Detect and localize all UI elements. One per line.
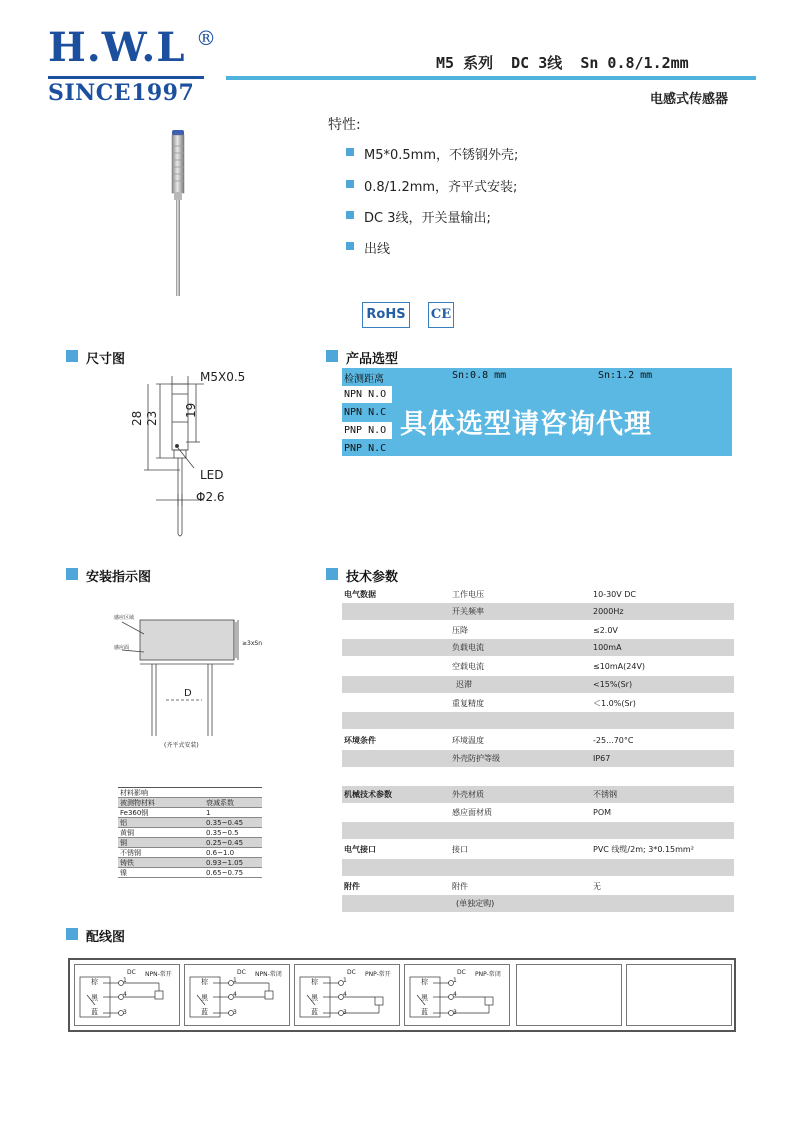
selection-row-label: NPN N.O — [342, 386, 392, 403]
material-title: 材料影响 — [120, 789, 148, 797]
install-sensing-area: 感应区域 — [114, 615, 135, 621]
wiring-schematic-icon — [75, 965, 181, 1027]
tech-value: PVC 线缆/2m; 3*0.15mm² — [593, 845, 694, 854]
selection-header-row — [342, 368, 732, 386]
material-factor: 0.93~1.05 — [206, 859, 244, 867]
wire-black-label: 黑 — [91, 994, 98, 1002]
rohs-badge: RoHS — [362, 302, 410, 328]
tech-group: 环境条件 — [344, 736, 376, 745]
install-sensing-face: 感应面 — [114, 645, 130, 651]
material-name: 黄铜 — [120, 829, 134, 837]
material-row — [118, 828, 262, 838]
tech-value: POM — [593, 808, 612, 817]
wire-black-label: 黑 — [201, 994, 208, 1002]
section-tech: 技术参数 — [326, 566, 398, 585]
wire-blue-label: 蓝 — [421, 1008, 428, 1016]
tech-value: IP67 — [593, 754, 611, 763]
bullet-icon — [346, 180, 354, 188]
material-table — [118, 787, 262, 878]
wire-pin-number: 1 — [453, 977, 457, 984]
material-factor: 1 — [206, 809, 211, 817]
page-title: M5 系列 DC 3线 Sn 0.8/1.2mm — [436, 54, 689, 72]
feature-item — [364, 207, 491, 226]
tech-value: 无 — [593, 882, 601, 891]
tech-name: 压降 — [452, 626, 468, 635]
tech-name: 开关频率 — [452, 607, 484, 616]
tech-row — [342, 586, 734, 603]
tech-value: ≤10mA(24V) — [593, 662, 646, 671]
install-caption: (齐平式安装) — [164, 742, 199, 749]
wire-brown-label: 棕 — [421, 978, 428, 986]
material-row — [118, 808, 262, 818]
section-wiring: 配线图 — [66, 926, 125, 945]
selection-row-label: PNP N.C — [344, 443, 387, 454]
tech-row — [342, 895, 734, 912]
tech-row — [342, 695, 734, 712]
material-factor: 0.35~0.45 — [206, 819, 244, 827]
wire-black-label: 黑 — [311, 994, 318, 1002]
bullet-icon — [346, 211, 354, 219]
feature-text: 出线 — [364, 242, 391, 257]
wiring-cell-empty — [626, 964, 732, 1026]
tech-name: 重复精度 — [452, 699, 484, 708]
tech-row — [342, 676, 734, 693]
bullet-icon — [346, 148, 354, 156]
material-header-row — [118, 798, 262, 808]
tech-row — [342, 841, 734, 858]
material-factor: 0.6~1.0 — [206, 849, 235, 857]
tech-name: (单独定购) — [456, 899, 495, 908]
wire-pin-number: 4 — [233, 991, 237, 998]
wiring-cell-empty — [516, 964, 622, 1026]
wiring-dc-label: DC — [347, 969, 356, 976]
wiring-dc-label: DC — [457, 969, 466, 976]
feature-item — [364, 144, 518, 163]
wiring-panel — [68, 958, 736, 1032]
tech-name: 工作电压 — [452, 590, 484, 599]
wire-pin-number: 1 — [233, 977, 237, 984]
install-diagram — [110, 612, 280, 746]
wiring-type-label: PNP-常闭 — [475, 971, 501, 978]
wire-black-label: 黑 — [421, 994, 428, 1002]
wire-pin-number: 3 — [233, 1009, 237, 1016]
material-row — [118, 838, 262, 848]
section-selection: 产品选型 — [326, 348, 398, 367]
tech-row — [342, 732, 734, 749]
wire-pin-number: 1 — [123, 977, 127, 984]
material-name: 铜 — [120, 839, 127, 847]
tech-row — [342, 768, 734, 785]
wiring-schematic-icon — [405, 965, 511, 1027]
tech-value: 不锈钢 — [593, 790, 617, 799]
selection-row — [342, 440, 732, 458]
wire-pin-number: 4 — [453, 991, 457, 998]
material-factor: 0.35~0.5 — [206, 829, 239, 837]
tech-row — [342, 878, 734, 895]
tech-row — [342, 786, 734, 803]
tech-row — [342, 622, 734, 639]
dim-thread-length: 19 — [184, 402, 198, 418]
tech-value: ≤2.0V — [593, 626, 618, 635]
dim-total-length: 28 — [130, 410, 144, 426]
wiring-schematic-icon — [295, 965, 401, 1027]
selection-overlay-text: 具体选型请咨询代理 — [400, 409, 652, 440]
feature-text: DC 3线，开关量输出; — [364, 211, 491, 226]
tech-row — [342, 603, 734, 620]
tech-group: 附件 — [344, 882, 360, 891]
selection-header-cell: Sn:0.8 mm — [452, 370, 507, 381]
tech-value: 100mA — [593, 643, 622, 652]
material-name: Fe360钢 — [120, 809, 149, 817]
wire-brown-label: 棕 — [91, 978, 98, 986]
wiring-cell-pnp-nc — [404, 964, 510, 1026]
registered-mark: ® — [196, 26, 216, 50]
tech-value: ＜1.0%(Sr) — [593, 699, 636, 708]
dim-body-length: 23 — [145, 410, 159, 426]
tech-value: 10-30V DC — [593, 590, 637, 599]
material-name: 铸铁 — [120, 859, 134, 867]
logo-divider — [48, 76, 204, 79]
tech-name: 感应面材质 — [452, 808, 492, 817]
wiring-type-label: NPN-常闭 — [255, 971, 282, 978]
material-factor: 0.65~0.75 — [206, 869, 244, 877]
material-name: 不锈钢 — [120, 849, 141, 857]
material-row — [118, 848, 262, 858]
material-name: 铝 — [120, 819, 127, 827]
logo-text: H.W.L — [48, 24, 186, 71]
feature-text: 0.8/1.2mm，齐平式安装; — [364, 180, 518, 195]
material-row — [118, 818, 262, 828]
dimension-drawing — [120, 366, 270, 546]
feature-item — [364, 238, 390, 257]
tech-group: 机械技术参数 — [344, 790, 392, 799]
dim-thread-label: M5X0.5 — [200, 370, 246, 384]
wire-pin-number: 3 — [123, 1009, 127, 1016]
tech-row — [342, 822, 734, 839]
wire-brown-label: 棕 — [311, 978, 318, 986]
dim-led-label: LED — [200, 468, 224, 482]
tech-name: 空载电流 — [452, 662, 484, 671]
header-rule — [226, 76, 756, 80]
wiring-cell-npn-no — [74, 964, 180, 1026]
wire-pin-number: 3 — [453, 1009, 457, 1016]
tech-group: 电气数据 — [344, 590, 376, 599]
wire-blue-label: 蓝 — [311, 1008, 318, 1016]
wiring-type-label: NPN-常开 — [145, 971, 172, 978]
wire-brown-label: 棕 — [201, 978, 208, 986]
material-row — [118, 858, 262, 868]
tech-name: 迟滞 — [456, 680, 472, 689]
wiring-dc-label: DC — [127, 969, 136, 976]
tech-name: 外壳材质 — [452, 790, 484, 799]
tech-name: 接口 — [452, 845, 468, 854]
tech-row — [342, 712, 734, 729]
ce-badge: CE — [428, 302, 454, 328]
features-title: 特性: — [328, 117, 361, 133]
sensor-product-image — [160, 126, 200, 298]
feature-item — [364, 176, 517, 195]
section-install: 安装指示图 — [66, 566, 151, 585]
material-header-cell: 衰减系数 — [206, 799, 234, 807]
tech-row — [342, 750, 734, 767]
tech-row — [342, 859, 734, 876]
material-title-row — [118, 788, 262, 798]
material-header-cell: 被测物材料 — [120, 799, 155, 807]
logo-since: SINCE1997 — [48, 80, 195, 106]
wire-blue-label: 蓝 — [201, 1008, 208, 1016]
tech-value: 2000Hz — [593, 607, 624, 616]
install-d-label: D — [184, 688, 192, 699]
tech-group: 电气接口 — [344, 845, 376, 854]
selection-row-label: PNP N.O — [342, 422, 392, 439]
section-dimension: 尺寸图 — [66, 348, 125, 367]
wiring-type-label: PNP-常开 — [365, 971, 391, 978]
tech-name: 环境温度 — [452, 736, 484, 745]
tech-row — [342, 639, 734, 656]
wiring-dc-label: DC — [237, 969, 246, 976]
selection-row-label: NPN N.C — [344, 407, 387, 418]
feature-text: M5*0.5mm，不锈钢外壳; — [364, 148, 519, 163]
page-subtitle: 电感式传感器 — [650, 92, 729, 107]
dim-cable-label: Φ2.6 — [196, 490, 225, 504]
wire-pin-number: 4 — [343, 991, 347, 998]
material-row — [118, 868, 262, 878]
selection-header-cell: Sn:1.2 mm — [598, 370, 653, 381]
wire-pin-number: 4 — [123, 991, 127, 998]
bullet-icon — [346, 242, 354, 250]
tech-row — [342, 804, 734, 821]
tech-name: 附件 — [452, 882, 468, 891]
install-gap-label: ≥3xSn — [242, 640, 263, 647]
tech-value: <15%(Sr) — [593, 680, 633, 689]
wiring-cell-pnp-no — [294, 964, 400, 1026]
material-factor: 0.25~0.45 — [206, 839, 244, 847]
wiring-schematic-icon — [185, 965, 291, 1027]
wire-pin-number: 1 — [343, 977, 347, 984]
tech-value: -25...70°C — [593, 736, 634, 745]
tech-name: 负载电流 — [452, 643, 484, 652]
wiring-cell-npn-nc — [184, 964, 290, 1026]
material-name: 镍 — [120, 869, 127, 877]
tech-name: 外壳防护等级 — [452, 754, 500, 763]
selection-header-cell: 检测距离 — [344, 374, 384, 385]
tech-row — [342, 658, 734, 675]
wire-blue-label: 蓝 — [91, 1008, 98, 1016]
wire-pin-number: 3 — [343, 1009, 347, 1016]
